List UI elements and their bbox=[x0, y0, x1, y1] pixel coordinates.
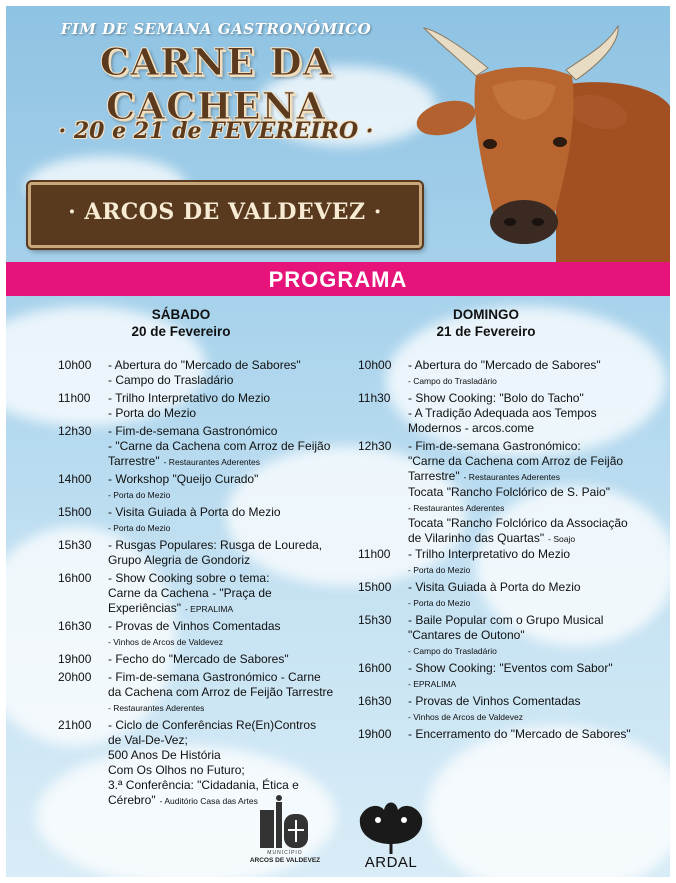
saturday-header bbox=[96, 306, 266, 340]
entry-text: - Workshop "Queijo Curado" bbox=[108, 472, 259, 486]
entry-description bbox=[108, 538, 322, 568]
entry-text: Carne da Cachena - "Praça de bbox=[108, 586, 272, 600]
entry-line bbox=[408, 454, 628, 469]
entry-description bbox=[408, 547, 570, 578]
entry-text: 3.ª Conferência: "Cidadania, Ética e bbox=[108, 778, 299, 792]
entry-line bbox=[108, 487, 258, 503]
entry-line bbox=[408, 485, 628, 500]
entry-text: - Fecho do "Mercado de Sabores" bbox=[108, 652, 289, 666]
entry-line bbox=[108, 718, 316, 733]
entry-line bbox=[108, 652, 289, 667]
entry-text: 500 Anos De História bbox=[108, 748, 221, 762]
entry-text: Grupo Alegria de Gondoriz bbox=[108, 553, 251, 567]
entry-line bbox=[408, 500, 628, 516]
entry-line bbox=[408, 421, 597, 436]
entry-line bbox=[408, 469, 628, 485]
entry-line bbox=[108, 601, 272, 617]
entry-description bbox=[108, 472, 258, 503]
entry-time: 10h00 bbox=[358, 358, 392, 372]
entry-line bbox=[108, 700, 333, 716]
entry-text: Cérebro" bbox=[108, 793, 156, 807]
entry-text: - A Tradição Adequada aos Tempos bbox=[408, 406, 597, 420]
location-banner bbox=[28, 182, 422, 248]
entry-text: Tocata "Rancho Folclórico de S. Paio" bbox=[408, 485, 610, 499]
entry-line bbox=[108, 571, 272, 586]
entry-venue: - Campo do Trasladário bbox=[408, 646, 497, 656]
entry-time: 16h30 bbox=[358, 694, 392, 708]
entry-text: - Abertura do "Mercado de Sabores" bbox=[408, 358, 601, 372]
entry-venue: - Vinhos de Arcos de Valdevez bbox=[408, 712, 523, 722]
entry-venue: - Porta do Mezio bbox=[408, 598, 471, 608]
entry-line bbox=[408, 727, 631, 742]
entry-text: Tarrestre" bbox=[408, 469, 460, 483]
entry-line bbox=[408, 661, 613, 676]
event-title: CARNE DA CACHENA bbox=[99, 40, 333, 128]
entry-line bbox=[408, 709, 581, 725]
entry-venue: - Porta do Mezio bbox=[108, 523, 171, 533]
entry-line bbox=[108, 391, 270, 406]
entry-text: - Trilho Interpretativo do Mezio bbox=[108, 391, 271, 405]
entry-description bbox=[108, 619, 281, 650]
entry-line bbox=[108, 538, 322, 553]
entry-line bbox=[108, 520, 281, 536]
entry-description bbox=[108, 571, 272, 617]
entry-venue: - Auditório Casa das Artes bbox=[159, 796, 258, 806]
entry-venue: - Restaurantes Aderentes bbox=[163, 457, 260, 467]
header bbox=[6, 6, 670, 264]
event-dates: · 20 e 21 de FEVEREIRO · bbox=[58, 118, 374, 144]
entry-text: - Provas de Vinhos Comentadas bbox=[408, 694, 581, 708]
entry-line bbox=[408, 643, 603, 659]
entry-line bbox=[108, 406, 270, 421]
entry-time: 20h00 bbox=[58, 670, 92, 684]
entry-venue: - Campo do Trasladário bbox=[408, 376, 497, 386]
entry-description bbox=[408, 580, 581, 611]
event-subtitle: FIM DE SEMANA GASTRONÓMICO bbox=[60, 20, 372, 38]
entry-time: 19h00 bbox=[358, 727, 392, 741]
entry-time: 11h00 bbox=[358, 547, 391, 561]
municipality-caption-top: MUNICÍPIO bbox=[267, 850, 303, 856]
entry-line bbox=[408, 628, 603, 643]
entry-text: - Ciclo de Conferências Re(En)Contros bbox=[108, 718, 317, 732]
entry-line bbox=[108, 619, 281, 634]
entry-text: Modernos - arcos.come bbox=[408, 421, 535, 435]
municipality-caption: ARCOS DE VALDEVEZ bbox=[249, 857, 321, 864]
entry-description bbox=[408, 358, 601, 389]
entry-text: de Vilarinho das Quartas" bbox=[408, 531, 545, 545]
ardal-wordmark: ARDAL bbox=[364, 854, 418, 871]
entry-line bbox=[408, 613, 603, 628]
entry-time: 15h00 bbox=[58, 505, 92, 519]
entry-text: - Baile Popular com o Grupo Musical bbox=[408, 613, 604, 627]
entry-line bbox=[408, 439, 628, 454]
entry-description bbox=[408, 661, 613, 692]
entry-line bbox=[108, 685, 333, 700]
entry-description bbox=[408, 727, 631, 742]
entry-time: 21h00 bbox=[58, 718, 92, 732]
entry-time: 15h00 bbox=[358, 580, 392, 594]
poster bbox=[6, 6, 670, 877]
programa-title: PROGRAMA bbox=[268, 267, 408, 292]
entry-line bbox=[108, 634, 281, 650]
entry-venue: - Porta do Mezio bbox=[408, 565, 471, 575]
entry-text: - "Carne da Cachena com Arroz de Feijão bbox=[108, 439, 331, 453]
entry-line bbox=[408, 547, 570, 562]
entry-time: 15h30 bbox=[358, 613, 392, 627]
entry-text: de Val-De-Vez; bbox=[108, 733, 188, 747]
entry-line bbox=[108, 733, 316, 748]
entry-line bbox=[408, 676, 613, 692]
entry-time: 11h30 bbox=[358, 391, 391, 405]
entry-text: - Show Cooking sobre o tema: bbox=[108, 571, 270, 585]
entry-line bbox=[408, 562, 570, 578]
cow-illustration bbox=[406, 16, 670, 264]
entry-venue: - Restaurantes Aderentes bbox=[463, 472, 560, 482]
entry-text: - Porta do Mezio bbox=[108, 406, 197, 420]
entry-line bbox=[408, 580, 581, 595]
entry-time: 16h30 bbox=[58, 619, 92, 633]
entry-time: 15h30 bbox=[58, 538, 92, 552]
sunday-date: 21 de Fevereiro bbox=[436, 324, 536, 339]
entry-text: - Fim-de-semana Gastronómico - Carne bbox=[108, 670, 321, 684]
entry-description bbox=[108, 391, 270, 421]
entry-text: - Fim-de-semana Gastronómico: bbox=[408, 439, 581, 453]
entry-line bbox=[408, 373, 601, 389]
entry-line bbox=[408, 531, 628, 547]
entry-line bbox=[108, 748, 316, 763]
entry-text: Experiências" bbox=[108, 601, 181, 615]
entry-text: - Abertura do "Mercado de Sabores" bbox=[108, 358, 301, 372]
entry-description bbox=[108, 670, 333, 716]
entry-line bbox=[108, 763, 316, 778]
entry-line bbox=[408, 391, 597, 406]
entry-line bbox=[408, 406, 597, 421]
entry-text: - Trilho Interpretativo do Mezio bbox=[408, 547, 571, 561]
entry-venue: - Restaurantes Aderentes bbox=[108, 703, 205, 713]
entry-venue: - Soajo bbox=[548, 534, 576, 544]
entry-description bbox=[108, 652, 289, 667]
entry-line bbox=[108, 586, 272, 601]
entry-line bbox=[108, 454, 330, 470]
entry-text: - Show Cooking: "Bolo do Tacho" bbox=[408, 391, 584, 405]
entry-description bbox=[108, 424, 330, 470]
entry-line bbox=[408, 694, 581, 709]
entry-time: 11h00 bbox=[58, 391, 91, 405]
entry-line bbox=[108, 472, 258, 487]
entry-text: - Provas de Vinhos Comentadas bbox=[108, 619, 281, 633]
entry-line bbox=[408, 595, 581, 611]
entry-description bbox=[408, 391, 597, 436]
entry-text: Tocata "Rancho Folclórico da Associação bbox=[408, 516, 628, 530]
entry-text: Tarrestre" bbox=[108, 454, 160, 468]
entry-time: 16h00 bbox=[358, 661, 392, 675]
entry-text: - Show Cooking: "Eventos com Sabor" bbox=[408, 661, 613, 675]
entry-line bbox=[108, 358, 301, 373]
entry-description bbox=[408, 439, 628, 547]
entry-line bbox=[108, 373, 301, 388]
entry-text: "Carne da Cachena com Arroz de Feijão bbox=[408, 454, 624, 468]
entry-line bbox=[108, 505, 281, 520]
entry-text: - Visita Guiada à Porta do Mezio bbox=[408, 580, 581, 594]
entry-time: 10h00 bbox=[58, 358, 92, 372]
entry-description bbox=[108, 505, 281, 536]
entry-description bbox=[108, 358, 301, 388]
entry-venue: - Porta do Mezio bbox=[108, 490, 171, 500]
cloud bbox=[426, 726, 670, 877]
entry-text: - Rusgas Populares: Rusga de Loureda, bbox=[108, 538, 323, 552]
event-location: · ARCOS DE VALDEVEZ · bbox=[68, 199, 382, 225]
entry-text: - Encerramento do "Mercado de Sabores" bbox=[408, 727, 631, 741]
saturday-date: 20 de Fevereiro bbox=[131, 324, 231, 339]
entry-time: 16h00 bbox=[58, 571, 92, 585]
entry-time: 14h00 bbox=[58, 472, 92, 486]
entry-line bbox=[108, 439, 330, 454]
entry-line bbox=[408, 516, 628, 531]
entry-text: Com Os Olhos no Futuro; bbox=[108, 763, 245, 777]
entry-venue: - EPRALIMA bbox=[184, 604, 234, 614]
entry-time: 12h30 bbox=[358, 439, 392, 453]
entry-text: - Fim-de-semana Gastronómico bbox=[108, 424, 278, 438]
sunday-header bbox=[401, 306, 571, 340]
entry-line bbox=[408, 358, 601, 373]
entry-venue: - Restaurantes Aderentes bbox=[408, 503, 505, 513]
entry-time: 12h30 bbox=[58, 424, 92, 438]
entry-description bbox=[408, 694, 581, 725]
entry-text: - Campo do Trasladário bbox=[108, 373, 234, 387]
entry-line bbox=[108, 670, 333, 685]
entry-line bbox=[108, 553, 322, 568]
programa-banner bbox=[6, 262, 670, 296]
entry-venue: - Vinhos de Arcos de Valdevez bbox=[108, 637, 223, 647]
sunday-day: DOMINGO bbox=[453, 307, 519, 322]
entry-venue: - EPRALIMA bbox=[408, 679, 457, 689]
saturday-day: SÁBADO bbox=[151, 307, 211, 322]
entry-time: 19h00 bbox=[58, 652, 92, 666]
entry-text: - Visita Guiada à Porta do Mezio bbox=[108, 505, 281, 519]
entry-line bbox=[108, 424, 330, 439]
entry-text: da Cachena com Arroz de Feijão Tarrestre bbox=[108, 685, 334, 699]
entry-description bbox=[408, 613, 603, 659]
entry-text: "Cantares de Outono" bbox=[408, 628, 525, 642]
